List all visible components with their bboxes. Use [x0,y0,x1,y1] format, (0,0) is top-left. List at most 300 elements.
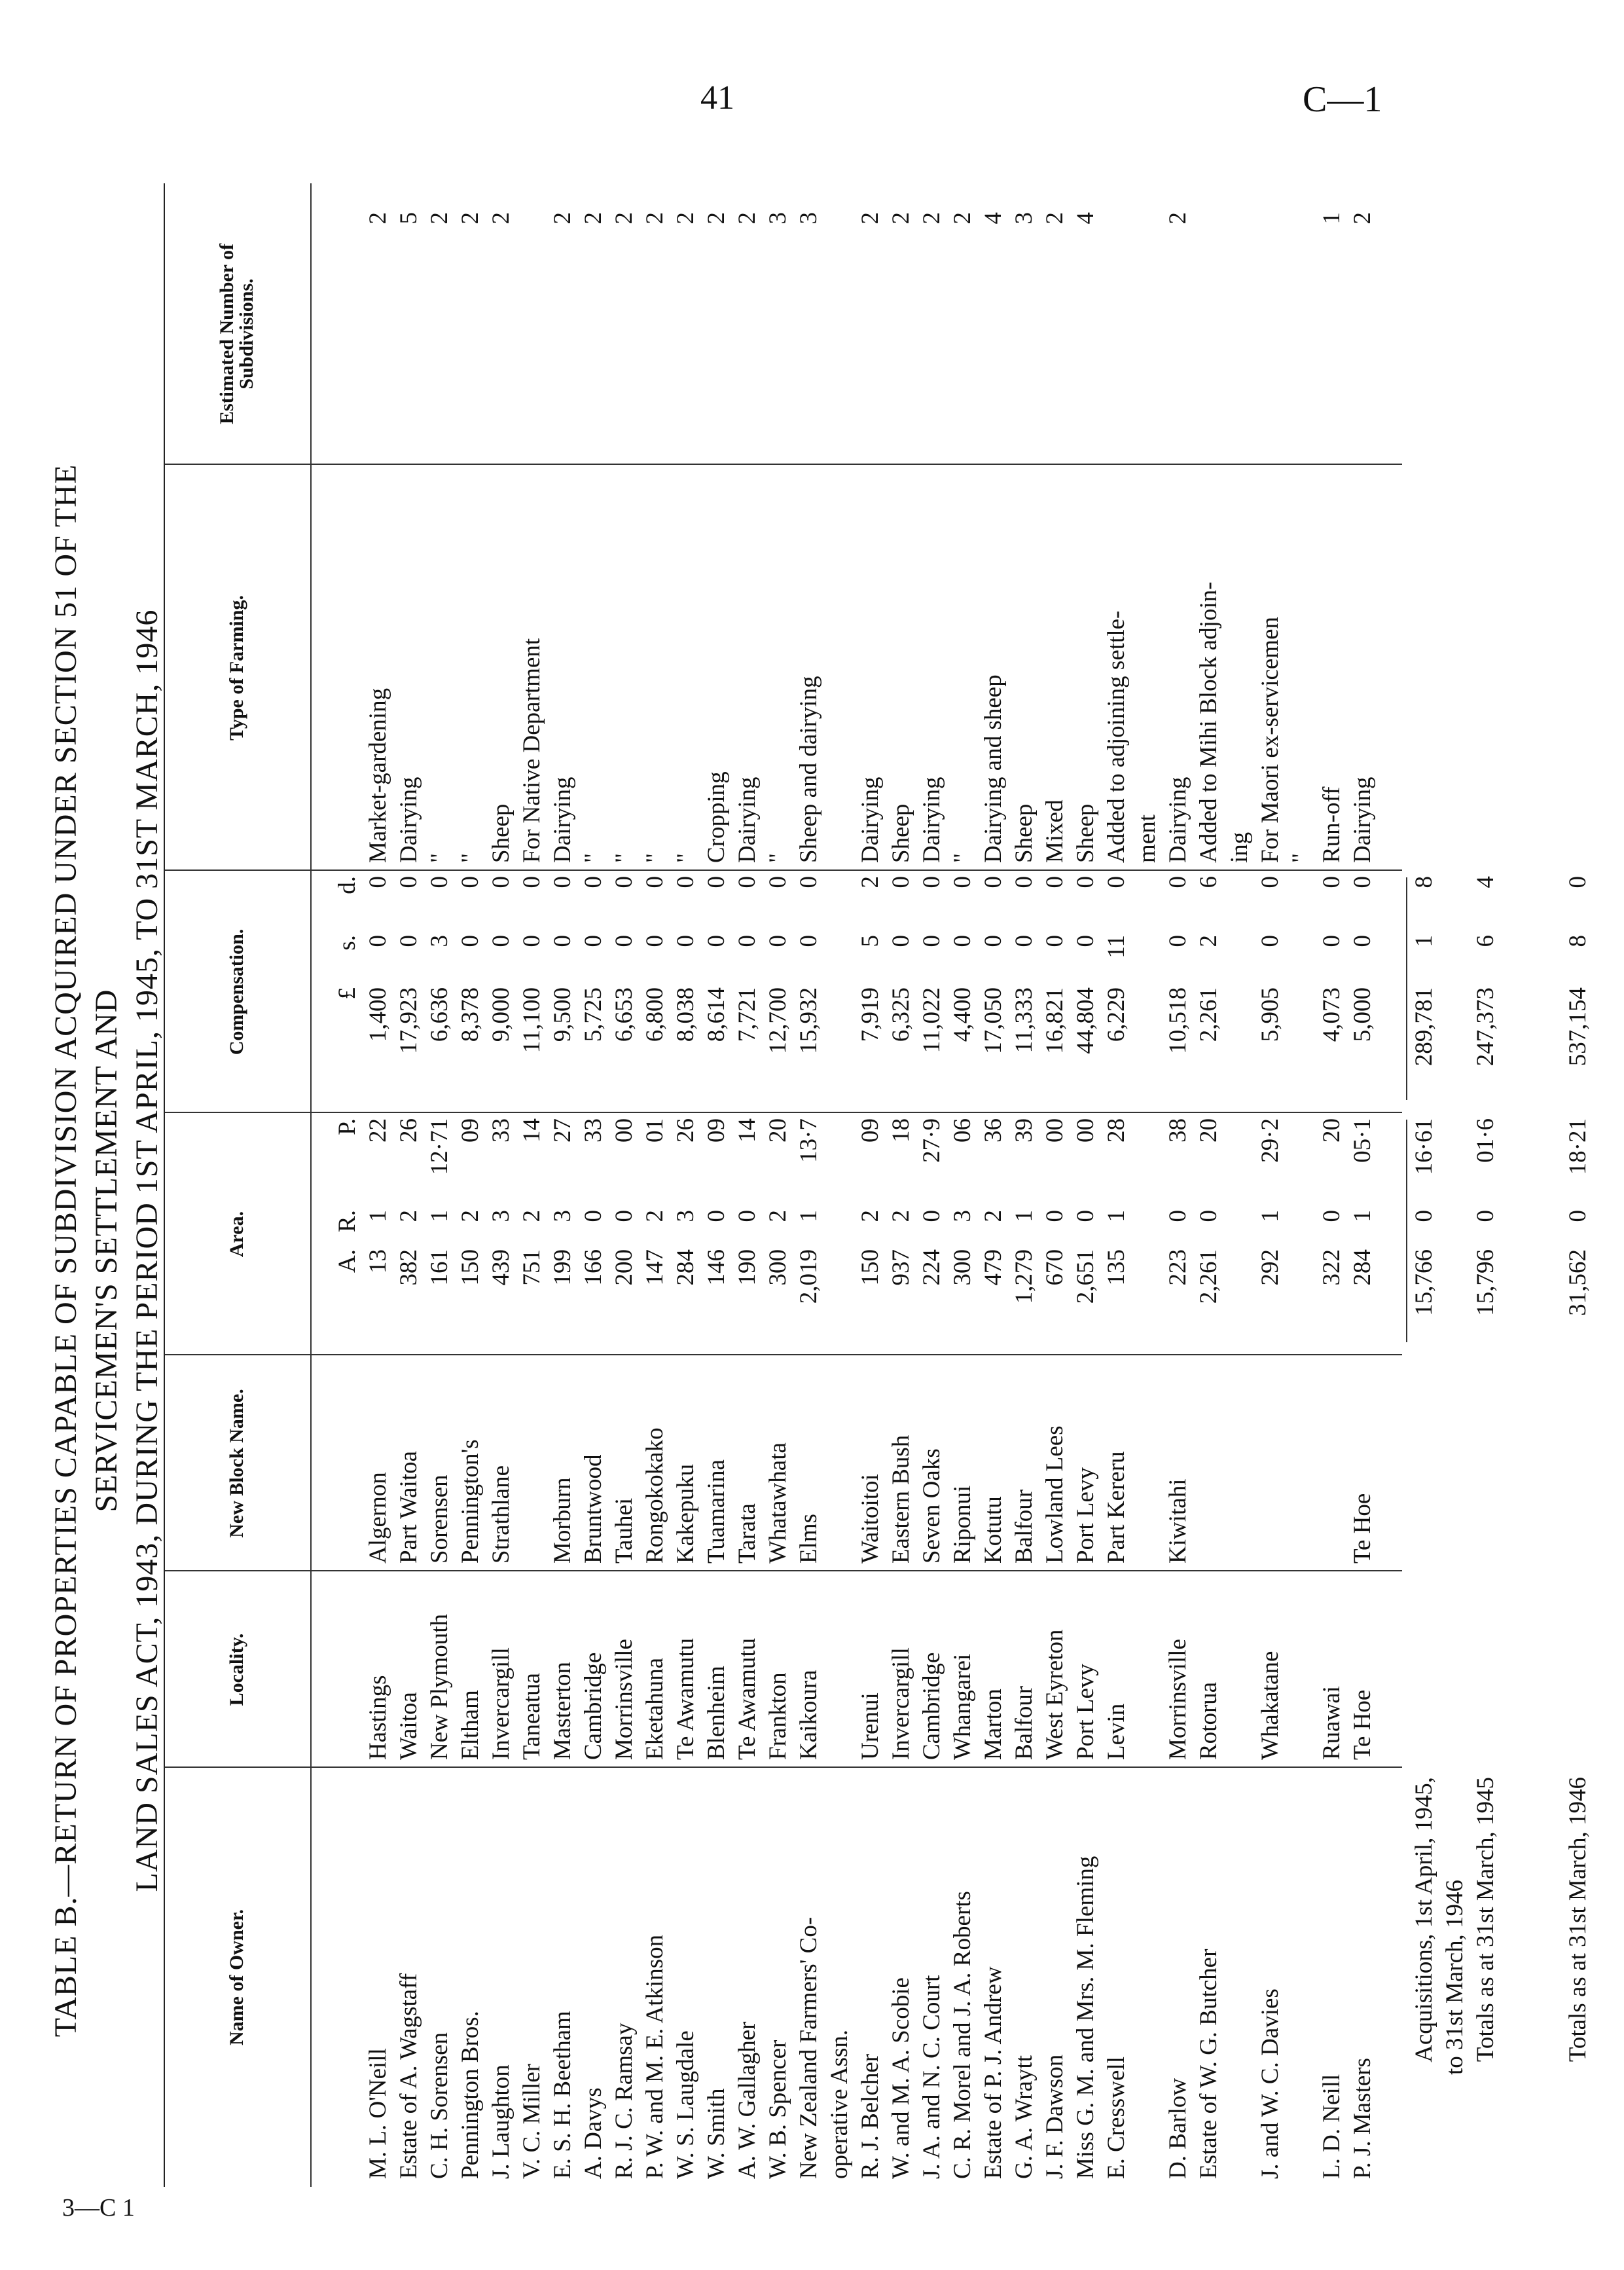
table-cell: ment [1134,815,1161,863]
table-cell: 2 [611,212,638,225]
table-cell [1101,1113,1132,1355]
column-cells [332,1113,1624,1355]
table-cell [516,871,547,1113]
table-cell: 2 [1164,212,1191,225]
cell-pounds: 6,325 [888,987,914,1042]
cell-a: 161 [426,1249,453,1286]
table-cell: 2 [703,212,730,225]
table-cell: L. D. Neill [1318,2074,1345,2179]
cell-pounds: 10,518 [1164,987,1191,1054]
cell-pounds: 4,073 [1318,987,1345,1042]
cell-r: 3 [549,1210,576,1222]
table-cell: 1 [1318,212,1345,225]
cell-pounds-unit: £ [334,987,361,1000]
cell-pounds: 6,636 [426,987,453,1042]
table-cell [701,871,732,1113]
table-cell [1409,871,1439,1113]
table-cell [1224,1768,1255,2187]
table-cell: Frankton [765,1672,791,1760]
table-cell [1409,1113,1439,1355]
cell-s [1132,930,1163,982]
table-cell: Sorensen [426,1474,453,1564]
table-cell: R. J. Belcher [857,2053,884,2179]
table-cell [824,1113,855,1355]
cell-a: 300 [949,1249,976,1286]
cell-p: 16·61 [1411,1118,1437,1175]
cell-pounds: 6,229 [1103,987,1130,1042]
table-cell [1193,1355,1224,1571]
table-cell: Morburn [549,1477,576,1564]
table-cell: J. Laughton [488,2064,514,2179]
cell-p: 18 [888,1118,914,1143]
table-cell [1224,871,1255,1113]
table-cell: Kotutu [980,1496,1007,1564]
cell-p: 33 [488,1118,514,1143]
cell-p: 13·7 [795,1118,822,1163]
cell-r: 1 [1103,1210,1130,1222]
cell-s: 0 [888,935,914,947]
table-cell [332,1113,363,1355]
column-header-block: New Block Name. [226,1389,247,1538]
table-cell [916,1113,947,1355]
table-cell [1286,203,1316,465]
cell-a: 2,651 [1072,1249,1099,1304]
cell-p: 29·2 [1257,1118,1284,1163]
table-cell [1316,871,1347,1113]
column-cells [332,1571,1624,1768]
cell-pounds: 1,400 [365,987,391,1042]
cell-p: 05·1 [1349,1118,1376,1163]
rotated-table-page [39,183,1591,2187]
cell-s: 0 [703,935,730,947]
table-cell: Invercargill [488,1647,514,1760]
cell-d: 0 [1564,876,1591,888]
cell-p: 28 [1103,1118,1130,1143]
cell-s: 0 [1164,935,1191,947]
table-cell: A. W. Gallagher [734,2021,761,2179]
table-cell [1101,871,1132,1113]
table-cell: Sheep [1011,803,1038,863]
cell-s: 0 [918,935,945,947]
cell-pounds: 44,804 [1072,987,1099,1054]
table-cell: Run-off [1318,786,1345,863]
table-cell: Acquisitions, 1st April, 1945, [1411,1777,1437,2062]
column-header-sub: Estimated Number of Subdivisions. [216,243,257,425]
cell-s: 0 [488,935,514,947]
cell-a: 135 [1103,1249,1130,1286]
table-cell: Dairying and sheep [980,674,1007,863]
column-header-comp: Compensation. [226,928,247,1055]
cell-r: 2 [457,1210,484,1222]
cell-r: 2 [980,1210,1007,1222]
table-cell [978,1113,1009,1355]
table-cell [947,1113,978,1355]
table-cell [824,1571,855,1768]
table-cell: to 31st March, 1946 [1441,1879,1468,2076]
cell-s: 0 [1257,935,1284,947]
table-cell [1009,1113,1039,1355]
cell-s: 0 [1041,935,1068,947]
table-cell [455,1113,486,1355]
cell-r [1132,1205,1163,1244]
cell-a: 382 [395,1249,422,1286]
cell-a: 13 [365,1249,391,1273]
cell-pounds: 8,378 [457,987,484,1042]
table-cell: 2 [672,212,699,225]
table-cell: Pennington Bros. [457,2011,484,2179]
table-cell [1039,871,1070,1113]
cell-p: 18·21 [1564,1118,1591,1175]
cell-p: 09 [857,1118,884,1143]
table-cell: Eketahuna [641,1657,668,1760]
cell-r: 0 [611,1210,638,1222]
table-cell [824,203,855,465]
cell-s: 0 [765,935,791,947]
table-cell [1286,1113,1316,1355]
table-cell: 4 [980,212,1007,225]
cell-d: 0 [1257,876,1284,888]
table-cell: 2 [918,212,945,225]
table-cell [1286,1355,1316,1571]
table-cell [1193,871,1224,1113]
table-cell [516,1355,547,1571]
column-farming [165,465,1409,871]
cell-pounds: 11,100 [518,987,545,1053]
cell-a: 284 [672,1249,699,1286]
cell-a: 284 [1349,1249,1376,1286]
table-cell [578,1113,609,1355]
cell-r: 0 [703,1210,730,1222]
cell-p [1224,1113,1255,1205]
table-cell: W. S. Laugdale [672,2030,699,2179]
cell-a: 31,562 [1564,1249,1591,1316]
cell-pounds: 12,700 [765,987,791,1054]
table-cell [640,1113,670,1355]
cell-p [1132,1113,1163,1205]
cell-s: 0 [395,935,422,947]
cell-r: 0 [734,1210,761,1222]
table-cell: Whakatane [1257,1651,1284,1760]
table-cell: Waitoa [395,1692,422,1760]
cell-pounds: 4,400 [949,987,976,1042]
table-cell [609,871,640,1113]
sheet-code: 3—C 1 [62,2194,135,2222]
table-cell: Hastings [365,1675,391,1760]
table-cell: Sheep [888,803,914,863]
table-cell: 2 [580,212,607,225]
cell-pounds: 15,932 [795,987,822,1054]
table-cell: 4 [1072,212,1099,225]
cell-p: 22 [365,1118,391,1143]
table-cell: E. Cresswell [1103,2056,1130,2179]
cell-s-unit: s. [334,935,361,951]
table-cell [486,1113,516,1355]
column-cells [332,203,1624,465]
cell-d: 0 [580,876,607,888]
cell-d: 0 [1041,876,1068,888]
cell-d: 0 [1164,876,1191,888]
cell-s: 0 [549,935,576,947]
cell-pounds: 17,050 [980,987,1007,1054]
cell-pounds: 6,653 [611,987,638,1042]
table-cell [516,1113,547,1355]
column-owner [165,1768,1591,2187]
table-cell [363,871,393,1113]
cell-s: 3 [426,935,453,947]
cell-r: 0 [1411,1210,1437,1222]
table-cell: Te Awamutu [672,1638,699,1760]
cell-s [1224,930,1255,982]
cell-pounds: 7,919 [857,987,884,1042]
table-cell [1132,203,1163,465]
cell-r: 2 [395,1210,422,1222]
cell-a: 2,261 [1195,1249,1222,1304]
cell-p: 38 [1164,1118,1191,1143]
cell-pounds [824,982,855,1113]
table-cell: 2 [1349,212,1376,225]
cell-p: 26 [672,1118,699,1143]
table-cell: Levin [1103,1703,1130,1760]
cell-a: 439 [488,1249,514,1286]
cell-r: 1 [1011,1210,1038,1222]
table-cell: " [457,852,484,863]
table-cell: Totals as at 31st March, 1946 [1564,1777,1591,2062]
cell-p: 27 [549,1118,576,1143]
table-cell [1286,871,1316,1113]
cell-s [824,930,855,982]
table-cell: P. W. and M. E. Atkinson [641,1934,668,2179]
column-header-area: Area. [226,1211,247,1258]
cell-pounds: 9,000 [488,987,514,1042]
table-cell [1009,871,1039,1113]
cell-d: 0 [549,876,576,888]
cell-a: 200 [611,1249,638,1286]
title-line-1: TABLE B.—RETURN OF PROPERTIES CAPABLE OF SUBDIVISION ACQUIRED UNDER SECTION 51 OF THE SERVICEMEN'S SETTLEMENT AND [48,464,124,2038]
column-header-locality: Locality. [226,1633,247,1706]
table-cell: Te Hoe [1349,1493,1376,1564]
cell-s: 6 [1472,935,1499,947]
cell-r [824,1205,855,1244]
cell-pounds: 9,500 [549,987,576,1042]
cell-r: 1 [1349,1210,1376,1222]
table-cell [1255,871,1286,1113]
column-area [165,1113,1591,1355]
cell-a: 322 [1318,1249,1345,1286]
cell-p: 14 [734,1118,761,1143]
cell-r: 3 [949,1210,976,1222]
cell-p: 00 [611,1118,638,1143]
cell-r [1224,1205,1255,1244]
table-cell: 2 [426,212,453,225]
cell-d: 0 [1318,876,1345,888]
table-cell: Mixed [1041,799,1068,863]
cell-a: 146 [703,1249,730,1286]
table-cell [1132,1571,1163,1768]
table-cell: Tarata [734,1503,761,1564]
table-cell: V. C. Miller [518,2063,545,2179]
table-cell [670,1113,701,1355]
table-cell: Cropping [703,771,730,863]
table-cell [1193,1113,1224,1355]
table-cell [1132,871,1163,1113]
table-cell: Morrinsville [611,1639,638,1760]
table-cell [824,465,855,871]
cell-a: 150 [857,1249,884,1286]
cell-s: 11 [1103,935,1130,959]
column-block [165,1355,1409,1571]
cell-pounds: 16,821 [1041,987,1068,1054]
table-cell [732,871,763,1113]
cell-d: 0 [980,876,1007,888]
table-cell: Sheep and dairying [795,676,822,863]
table-cell: Dairying [1349,777,1376,863]
table-cell [1224,1113,1255,1355]
cell-r: 2 [641,1210,668,1222]
cell-pounds: 537,154 [1564,987,1591,1067]
table-cell: Pennington's [457,1439,484,1564]
cell-p: 26 [395,1118,422,1143]
table-cell [609,1113,640,1355]
table-cell [332,871,363,1113]
cell-s: 0 [1011,935,1038,947]
cell-s: 8 [1564,935,1591,947]
table-cell: For Native Department [518,638,545,863]
table-cell: Cambridge [918,1652,945,1760]
cell-d: 0 [641,876,668,888]
cell-r: 0 [1072,1210,1099,1222]
table-cell: Taneatua [518,1673,545,1760]
table-cell [916,871,947,1113]
cell-a [824,1244,855,1355]
cell-r: 2 [888,1210,914,1222]
cell-d: 0 [672,876,699,888]
title-line-2: LAND SALES ACT, 1943, DURING THE PERIOD 1ST APRIL, 1945, TO 31ST MARCH, 1946 [130,609,164,1892]
cell-s: 0 [1072,935,1099,947]
cell-a [1286,1244,1316,1355]
cell-r: 0 [1564,1210,1591,1222]
cell-s: 0 [611,935,638,947]
cell-pounds: 8,038 [672,987,699,1042]
cell-a: 190 [734,1249,761,1286]
table-cell: Eastern Bush [888,1435,914,1564]
table-cell [393,871,424,1113]
cell-p: 00 [1041,1118,1068,1143]
cell-r: 0 [918,1210,945,1222]
table-cell [1193,203,1224,465]
table-cell: Bruntwood [580,1454,607,1564]
table-cell [1224,203,1255,465]
table-cell: Estate of W. G. Butcher [1195,1949,1222,2179]
cell-pounds: 11,022 [918,987,945,1053]
cell-pounds: 5,905 [1257,987,1284,1042]
cell-d: 0 [457,876,484,888]
cell-p: 01·6 [1472,1118,1499,1163]
table-cell: Sheep [488,803,514,863]
table-cell [1255,1113,1286,1355]
table-cell: 2 [949,212,976,225]
cell-pounds [1132,982,1163,1113]
cell-r: 1 [795,1210,822,1222]
cell-r: 3 [672,1210,699,1222]
table-cell [1316,1113,1347,1355]
cell-a: 751 [518,1249,545,1286]
table-cell: 2 [488,212,514,225]
table-cell: 2 [457,212,484,225]
cell-d: 0 [395,876,422,888]
cell-p: 14 [518,1118,545,1143]
page-number: 41 [700,79,734,117]
table-cell [1470,1113,1501,1355]
table-cell: Urenui [857,1693,884,1760]
table-cell: West Eyreton [1041,1629,1068,1760]
table-cell [393,1113,424,1355]
properties-table [164,183,1591,2187]
totals-rule [1406,877,1407,1100]
table-cell: New Plymouth [426,1613,453,1760]
table-cell: 3 [795,212,822,225]
table-cell: Blenheim [703,1666,730,1760]
cell-d: 0 [703,876,730,888]
table-cell: Dairying [734,777,761,863]
table-cell: 2 [365,212,391,225]
table-cell [1562,871,1593,1113]
cell-r: 2 [765,1210,791,1222]
cell-pounds: 17,923 [395,987,422,1054]
table-cell [486,871,516,1113]
table-cell: Morrinsville [1164,1639,1191,1760]
table-cell [824,1355,855,1571]
cell-d [824,871,855,930]
cell-s: 5 [857,935,884,947]
cell-d: 0 [426,876,453,888]
table-cell: ing [1226,832,1253,863]
table-cell: Port Levy [1072,1664,1099,1760]
table-cell: Cambridge [580,1652,607,1760]
table-cell: M. L. O'Neill [365,2048,391,2179]
cell-a: 292 [1257,1249,1284,1286]
cell-d: 0 [949,876,976,888]
table-cell: Kaikoura [795,1670,822,1760]
table-cell [1347,871,1378,1113]
table-cell [547,871,578,1113]
cell-s [1286,930,1316,982]
table-cell: G. A. Wraytt [1011,2055,1038,2179]
cell-a: 937 [888,1249,914,1286]
column-header-owner: Name of Owner. [226,1909,247,2046]
table-cell: Seven Oaks [918,1448,945,1564]
table-cell [763,871,793,1113]
cell-r: 2 [518,1210,545,1222]
table-cell: Waitoitoi [857,1474,884,1564]
cell-d [1224,871,1255,930]
table-cell: " [672,852,699,863]
cell-d: 0 [488,876,514,888]
cell-p: 00 [1072,1118,1099,1143]
cell-r: 0 [580,1210,607,1222]
table-cell: Whatawhata [765,1442,791,1564]
totals-rule [1406,1120,1407,1342]
table-cell [1101,203,1132,465]
table-cell: W. B. Spencer [765,2040,791,2179]
cell-r: 1 [426,1210,453,1222]
table-cell [855,871,886,1113]
cell-r: 0 [1318,1210,1345,1222]
table-cell [947,871,978,1113]
cell-p: 36 [980,1118,1007,1143]
table-cell: Whangarei [949,1653,976,1760]
cell-a: 15,766 [1411,1249,1437,1316]
cell-a: 300 [765,1249,791,1286]
